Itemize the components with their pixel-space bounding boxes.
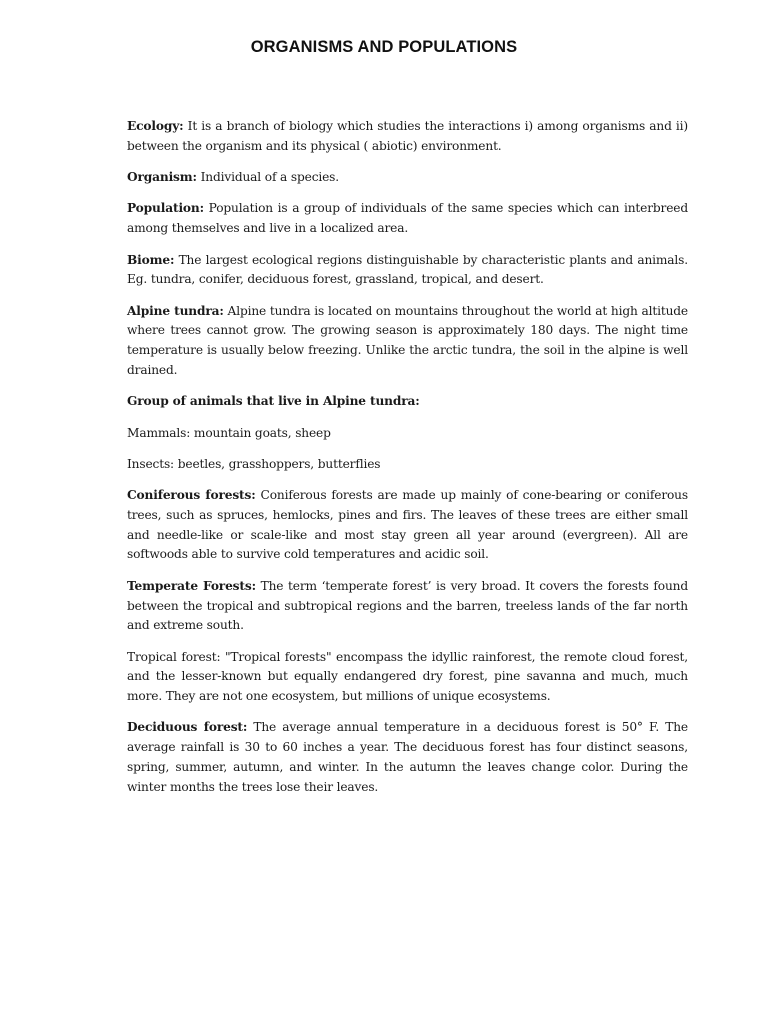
term-label: Deciduous forest: <box>127 720 248 735</box>
document-body <box>127 117 688 809</box>
paragraph-temperate-forests <box>127 577 688 636</box>
paragraph-text: Coniferous forests are made up mainly of cone-bearing or coniferous trees, such as spruces, hemlocks, pines and firs. The leaves of these trees are either small and needle-like or scale-like and most stay green all year around (evergreen). All are softwoods able to survive cold temperatures and acidic soil. <box>127 488 688 562</box>
term-label: Temperate Forests: <box>127 578 256 593</box>
paragraph-text: Alpine tundra is located on mountains throughout the world at high altitude where trees cannot grow. The growing season is approximately 180 days. The night time temperature is usually below freezing. Unlike the arctic tundra, the soil in the alpine is well drained. <box>127 303 688 377</box>
term-label: Population: <box>127 201 204 216</box>
term-label: Biome: <box>127 252 175 267</box>
term-label: Group of animals that live in Alpine tundra: <box>127 394 420 409</box>
term-label: Ecology: <box>127 119 184 133</box>
paragraph-text: Population is a group of individuals of the same species which can interbreed among themselves and live in a localized area. <box>127 201 688 236</box>
paragraph-biome <box>127 251 688 290</box>
page-title: ORGANISMS AND POPULATIONS <box>250 38 518 56</box>
paragraph-coniferous-forests <box>127 486 688 565</box>
paragraph-text: The term ‘temperate forest’ is very broad. It covers the forests found between the tropical and subtropical regions and the barren, treeless lands of the far north and extreme south. <box>127 578 689 633</box>
paragraph-organism <box>127 168 688 188</box>
paragraph-population <box>127 199 688 238</box>
paragraph-ecology <box>127 117 688 156</box>
paragraph-insects <box>127 455 688 475</box>
paragraph-text: The largest ecological regions distinguishable by characteristic plants and animals. Eg. tundra, conifer, deciduous forest, grassland, tropical, and desert. <box>127 252 688 287</box>
paragraph-text: Mammals: mountain goats, sheep <box>127 425 331 440</box>
paragraph-text: It is a branch of biology which studies the interactions i) among organisms and ii) between the organism and its physical ( abiotic) environment. <box>127 119 688 153</box>
paragraph-text: Tropical forest: "Tropical forests" encompass the idyllic rainforest, the remote cloud forest, and the lesser-known but equally endangered dry forest, pine savanna and much, much more. They are not one ecosystem, but millions of unique ecosystems. <box>127 649 688 704</box>
paragraph-alpine-animals-heading <box>127 392 688 412</box>
paragraph-alpine-tundra <box>127 302 688 381</box>
paragraph-text: Insects: beetles, grasshoppers, butterflies <box>127 456 381 471</box>
term-label: Coniferous forests: <box>127 488 256 503</box>
paragraph-deciduous-forest <box>127 718 688 797</box>
paragraph-text: The average annual temperature in a deciduous forest is 50° F. The average rainfall is 30 to 60 inches a year. The deciduous forest has four distinct seasons, spring, summer, autumn, and winter. In the autumn the leaves change color. During the winter months the trees lose their leaves. <box>127 720 688 794</box>
paragraph-tropical-forest <box>127 648 688 707</box>
paragraph-text: Individual of a species. <box>196 170 340 185</box>
term-label: Alpine tundra: <box>127 303 224 318</box>
paragraph-mammals <box>127 424 688 444</box>
term-label: Organism: <box>127 170 197 185</box>
